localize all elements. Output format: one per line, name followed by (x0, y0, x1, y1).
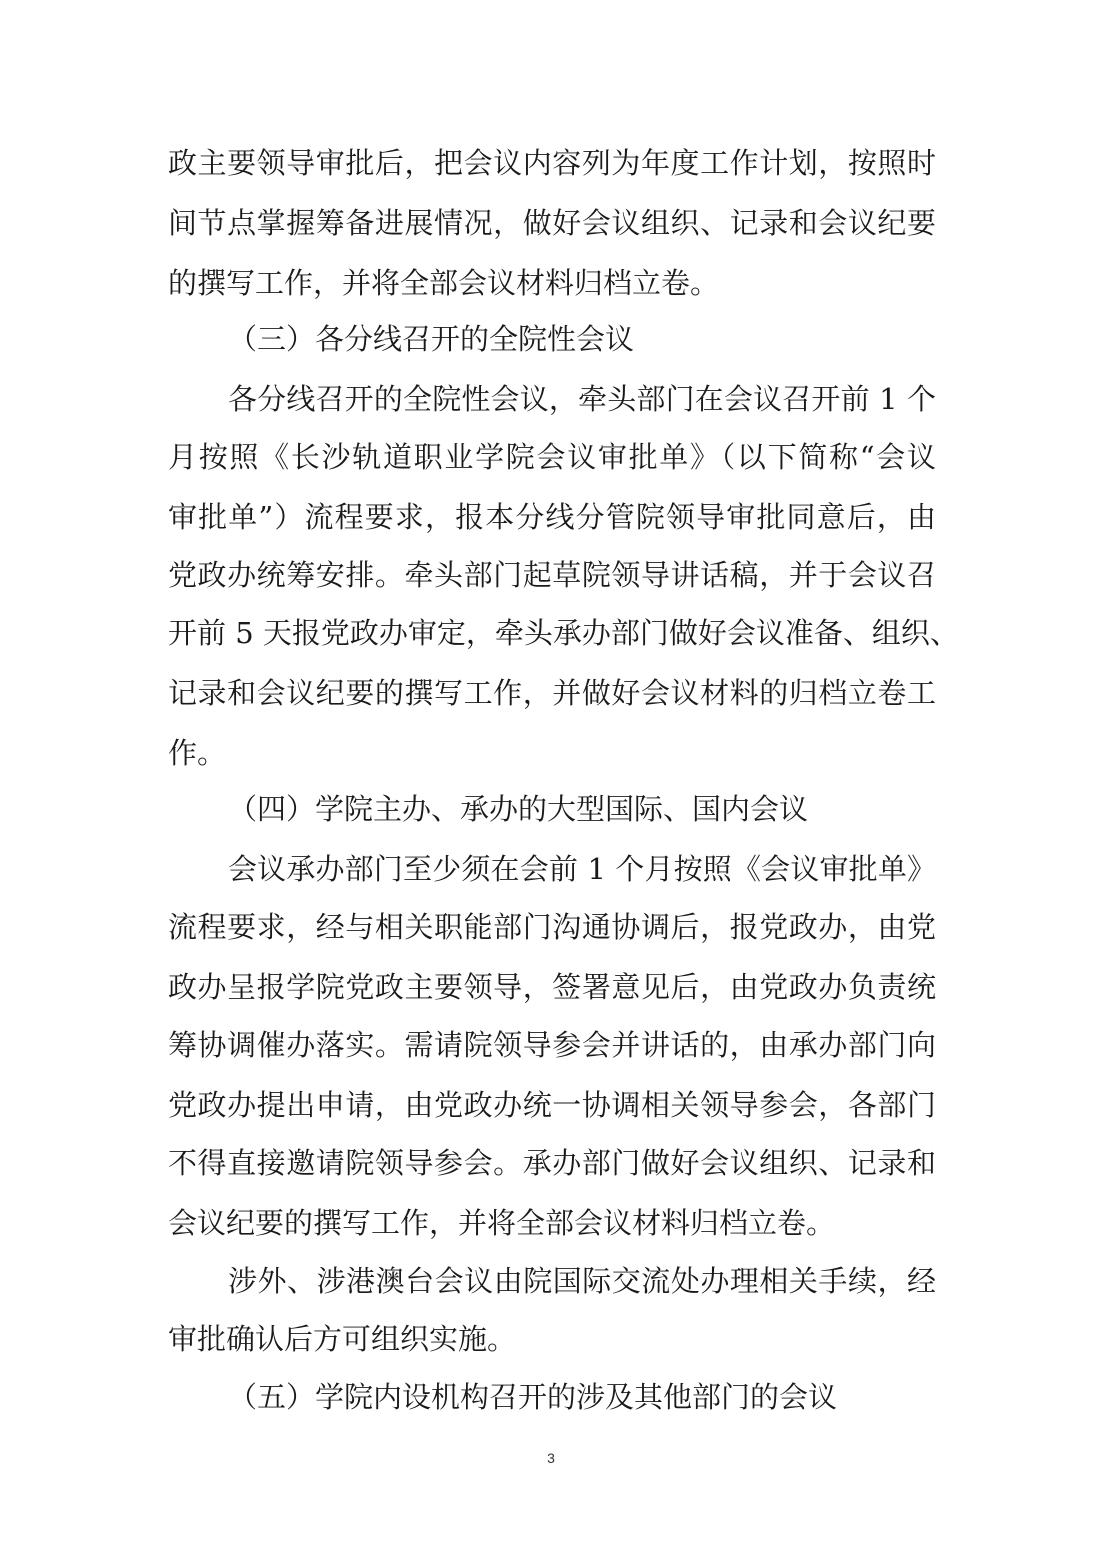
text-line: 党政办提出申请，由党政办统一协调相关领导参会，各部门 (168, 1088, 936, 1122)
section-heading-5: （五）学院内设机构召开的涉及其他部门的会议 (228, 1380, 838, 1414)
text-line: 政办呈报学院党政主要领导，签署意见后，由党政办负责统 (168, 970, 936, 1004)
section-heading-4: （四）学院主办、承办的大型国际、国内会议 (228, 792, 809, 826)
text-line: 流程要求，经与相关职能部门沟通协调后，报党政办，由党 (168, 910, 936, 944)
text-line: 作。 (168, 736, 227, 770)
text-line: 月按照《长沙轨道职业学院会议审批单》（以下简称“会议 (168, 440, 936, 474)
text-line: 审批确认后方可组织实施。 (168, 1322, 517, 1356)
text-line: 开前 5 天报党政办审定，牵头承办部门做好会议准备、组织、 (168, 616, 959, 650)
text-line: 审批单”）流程要求，报本分线分管院领导审批同意后，由 (168, 500, 936, 534)
text-line: 记录和会议纪要的撰写工作，并做好会议材料的归档立卷工 (168, 676, 936, 710)
text-line: 党政办统筹安排。牵头部门起草院领导讲话稿，并于会议召 (168, 558, 936, 592)
text-line: 会议纪要的撰写工作，并将全部会议材料归档立卷。 (168, 1206, 836, 1240)
text-line: 的撰写工作，并将全部会议材料归档立卷。 (168, 266, 720, 300)
text-line: 间节点掌握筹备进展情况，做好会议组织、记录和会议纪要 (168, 206, 936, 240)
text-line: 涉外、涉港澳台会议由院国际交流处办理相关手续，经 (228, 1264, 936, 1298)
text-line: 政主要领导审批后，把会议内容列为年度工作计划，按照时 (168, 146, 936, 180)
text-line: 筹协调催办落实。需请院领导参会并讲话的，由承办部门向 (168, 1028, 936, 1062)
text-line: 会议承办部门至少须在会前 1 个月按照《会议审批单》 (228, 852, 936, 886)
page-number: 3 (547, 1450, 555, 1466)
section-heading-3: （三）各分线召开的全院性会议 (228, 322, 635, 356)
text-line: 不得直接邀请院领导参会。承办部门做好会议组织、记录和 (168, 1146, 936, 1180)
text-line: 各分线召开的全院性会议，牵头部门在会议召开前 1 个 (228, 382, 936, 416)
